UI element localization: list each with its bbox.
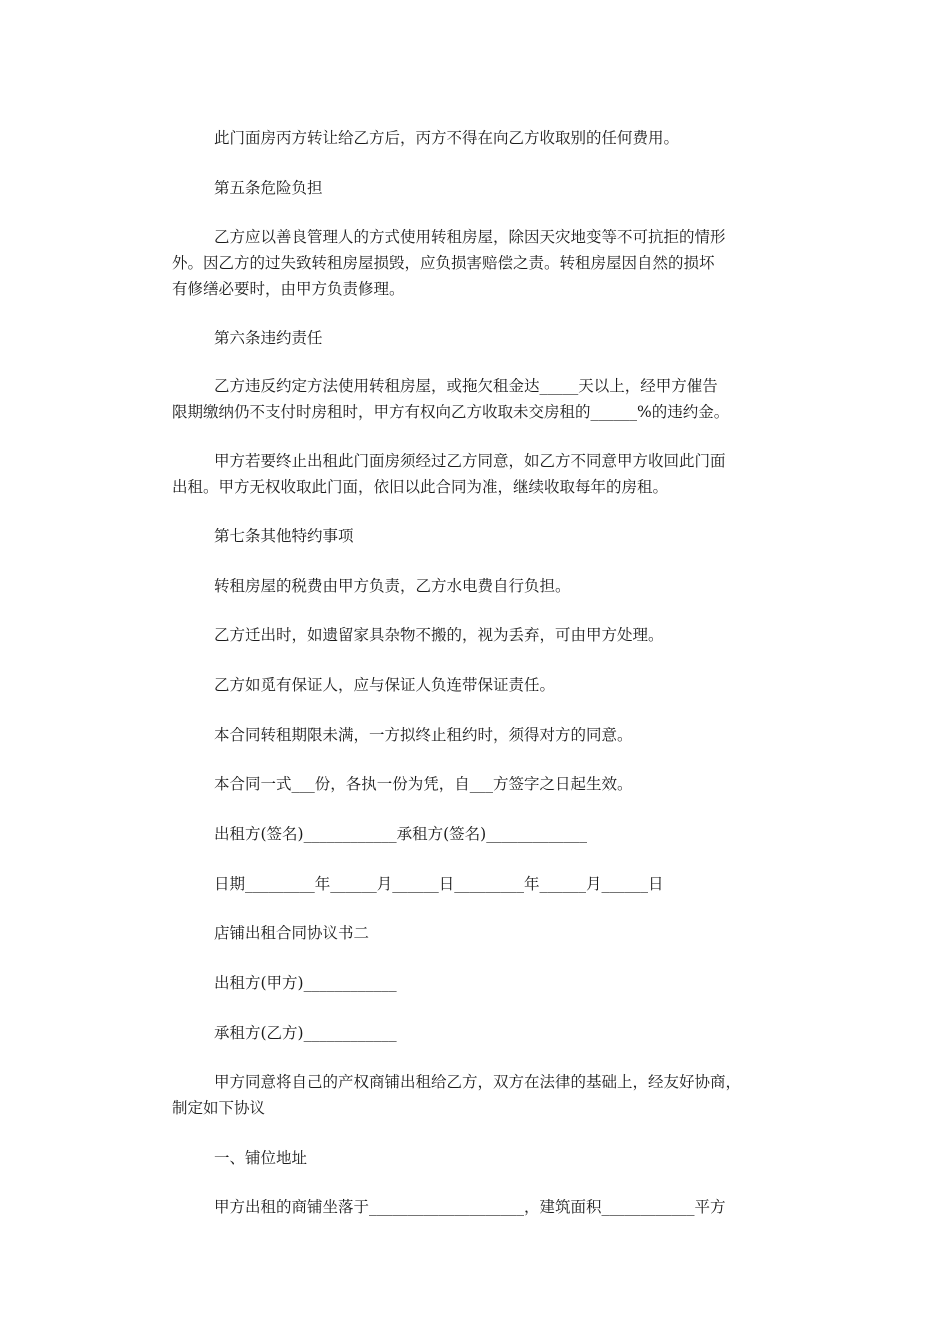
paragraph-guarantor bbox=[172, 672, 778, 698]
text-line: 一、铺位地址 bbox=[214, 1149, 308, 1167]
text-line: 出租方(签名)____________承租方(签名)_____________ bbox=[214, 825, 587, 843]
paragraph-agreement-intro bbox=[172, 1069, 778, 1121]
text-line: 第七条其他特约事项 bbox=[214, 527, 354, 545]
text-line: 乙方如觅有保证人，应与保证人负连带保证责任。 bbox=[214, 676, 556, 694]
text-line: 外。因乙方的过失致转租房屋损毁，应负损害赔偿之责。转租房屋因自然的损坏 bbox=[172, 254, 715, 272]
heading-article-6-breach bbox=[172, 325, 778, 351]
party-a-line bbox=[172, 970, 778, 996]
text-line: 有修缮必要时，由甲方负责修理。 bbox=[172, 280, 405, 298]
party-b-line bbox=[172, 1020, 778, 1046]
text-line: 乙方应以善良管理人的方式使用转租房屋，除因天灾地变等不可抗拒的情形 bbox=[214, 228, 726, 246]
paragraph-transfer-fee bbox=[172, 125, 778, 151]
text-line: 第六条违约责任 bbox=[214, 329, 323, 347]
text-line: 第五条危险负担 bbox=[214, 179, 323, 197]
paragraph-termination bbox=[172, 448, 778, 500]
text-line: 本合同转租期限未满，一方拟终止租约时，须得对方的同意。 bbox=[214, 726, 633, 744]
heading-shop-address bbox=[172, 1145, 778, 1171]
paragraph-breach-liability bbox=[172, 373, 778, 425]
paragraph-risk-bearing bbox=[172, 224, 778, 302]
paragraph-move-out bbox=[172, 622, 778, 648]
text-line: 本合同一式___份，各执一份为凭，自___方签字之日起生效。 bbox=[214, 775, 633, 793]
heading-article-7-other bbox=[172, 523, 778, 549]
signature-line bbox=[172, 821, 778, 847]
text-line: 甲方出租的商铺坐落于____________________，建筑面积____________平方 bbox=[214, 1198, 726, 1216]
date-line bbox=[172, 871, 778, 897]
text-line: 限期缴纳仍不支付时房租时，甲方有权向乙方收取未交房租的______%的违约金。 bbox=[172, 403, 730, 421]
text-line: 店铺出租合同协议书二 bbox=[214, 924, 370, 942]
paragraph-shop-location bbox=[172, 1194, 778, 1220]
text-line: 转租房屋的税费由甲方负责，乙方水电费自行负担。 bbox=[214, 577, 571, 595]
paragraph-taxes bbox=[172, 573, 778, 599]
text-line: 此门面房丙方转让给乙方后，丙方不得在向乙方收取别的任何费用。 bbox=[214, 129, 680, 147]
text-line: 乙方迁出时，如遗留家具杂物不搬的，视为丢弃，可由甲方处理。 bbox=[214, 626, 664, 644]
text-line: 制定如下协议 bbox=[172, 1099, 266, 1117]
text-line: 甲方若要终止出租此门面房须经过乙方同意，如乙方不同意甲方收回此门面 bbox=[214, 452, 726, 470]
text-line: 日期_________年______月______日_________年______月______日 bbox=[214, 875, 664, 893]
text-line: 出租方(甲方)____________ bbox=[214, 974, 397, 992]
text-line: 甲方同意将自己的产权商铺出租给乙方，双方在法律的基础上，经友好协商， bbox=[214, 1073, 742, 1091]
text-line: 出租。甲方无权收取此门面，依旧以此合同为准，继续收取每年的房租。 bbox=[172, 478, 669, 496]
paragraph-early-termination bbox=[172, 722, 778, 748]
heading-article-5-risk bbox=[172, 175, 778, 201]
heading-contract-two bbox=[172, 920, 778, 946]
text-line: 承租方(乙方)____________ bbox=[214, 1024, 397, 1042]
paragraph-copies bbox=[172, 771, 778, 797]
text-line: 乙方违反约定方法使用转租房屋，或拖欠租金达_____天以上，经甲方催告 bbox=[214, 377, 718, 395]
